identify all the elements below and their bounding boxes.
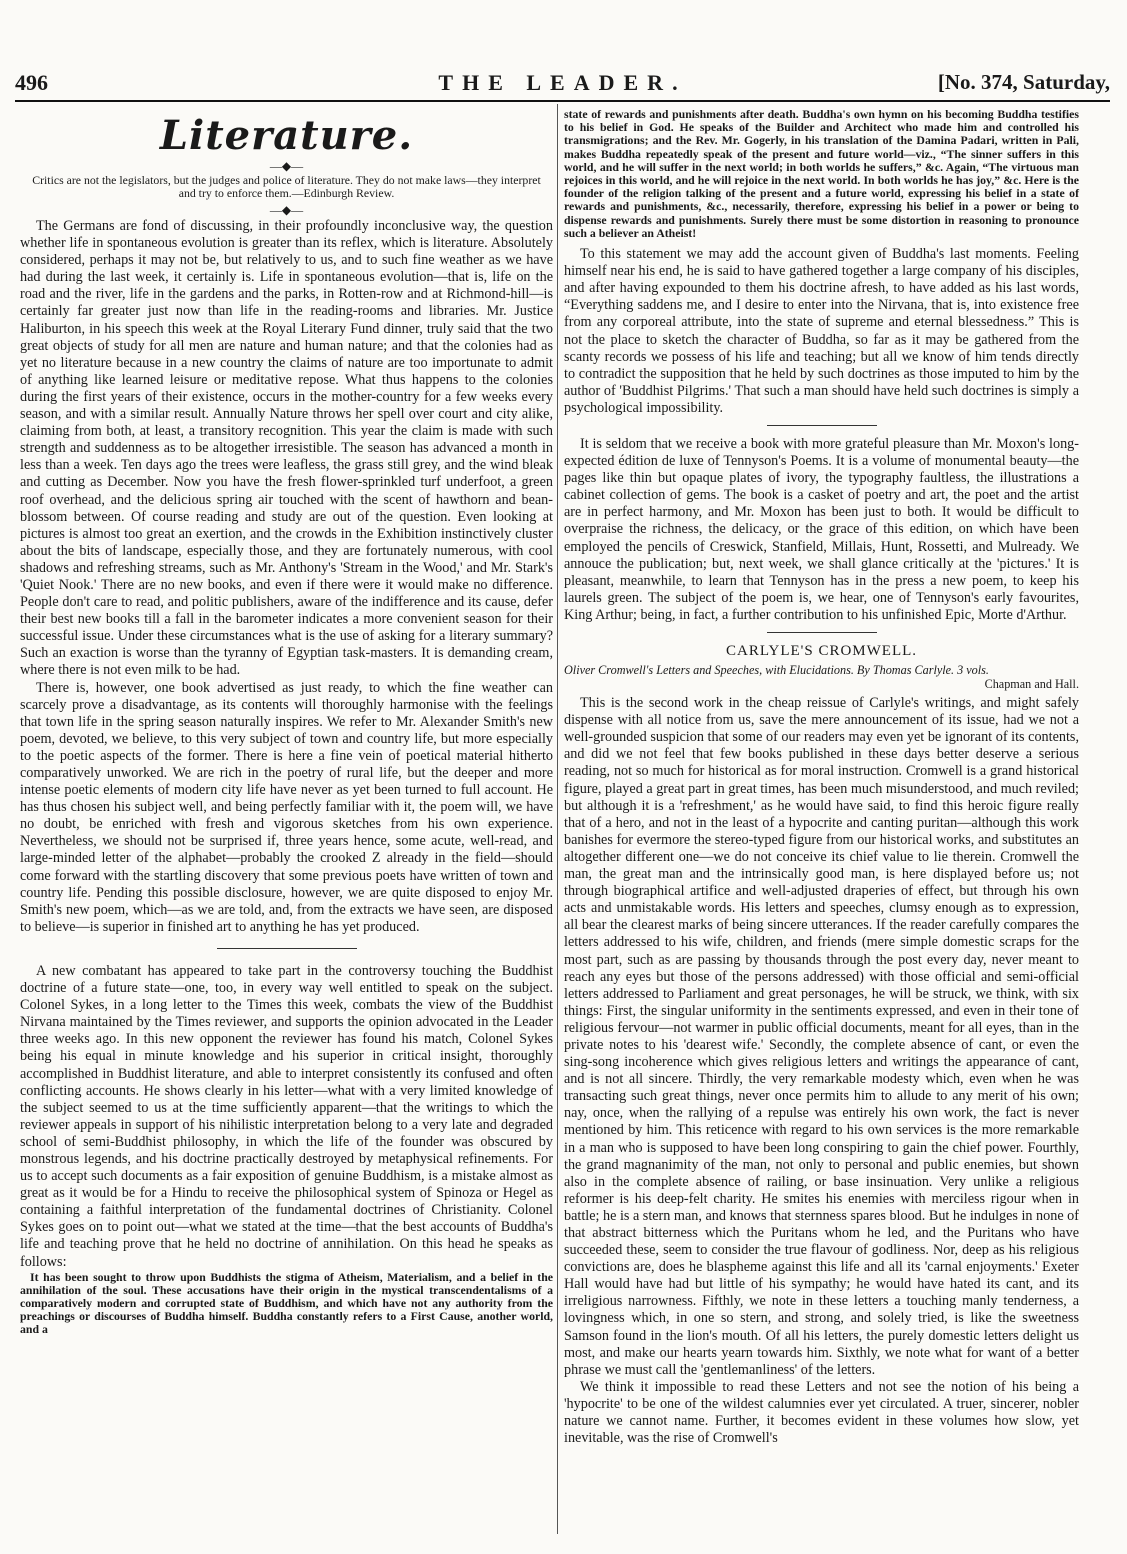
book-byline bbox=[564, 664, 1079, 691]
page-header bbox=[15, 70, 1110, 98]
paragraph: This is the second work in the cheap reissue of Carlyle's writings, and might safely dispense with all notice from us, save the mere announcement of its issue, had we not a well-grounded suspicion that some of our readers may even yet be ignorant of its contents, and did we not feel that few books published in these days better deserve a serious reading, not so much for historical as for moral instruction. Cromwell is a grand historical figure, played a great part in great times, has been much misunderstood, and much reviled; but although it is a 'refreshment,' as he would have said, to find this heroic figure really that of a hero, and not in the least of a hypocrite and canting puritan—although this work banishes for evermore the stereo-typed figure from our historical works, and substitutes an altogether different one—we do not conceive its chief value to lie therein. Cromwell the man, the great man and the intrinsically good man, is here displayed before us; not through biographical artifice and well-adjusted draperies of effect, but through his own acts and unmistakable words. His letters and speeches, clumsy enough as to expression, all bear the clearest marks of being sincere utterances. If the reader carefully compares the letters addressed to his wife, children, and friends (mere simple domestic scraps for the most part, such as are passing by thousands through the post every day, never meant to reach any eyes but those of the persons addressed) with those official and semi-official letters addressed to Parliament and great personages, he will be struck, we think, with six things: First, the singular uniformity in the sentiments expressed, and even in their tone of religious fervour—not warmer in public official documents, meant for all eyes, than in the private notes to his 'dearest wife.' Secondly, the complete absence of cant, or even the sing-song incoherence which gives religious letters and writings the appearance of cant, and is not all sincere. Thirdly, the very remarkable modesty which, even when he was transacting such great things, never once permits him to allude to any merit of his own; nay, once, when the rallying of a repulse was entirely his own work, the fact is never mentioned by him. This reticence with regard to his own services is the more remarkable in a man who is supposed to have been long conspiring to gain the chief power. Fourthly, the grand magnanimity of the man, not only to personal and public enemies, but shown also in the complete absence of railing, or base insinuation. Very unlike a religious reformer is his deep-felt charity. He smites his enemies with merciless rigour when in battle; he is a stern man, and knows that sternness spares blood. But he indulges in none of that abstract bitterness which the Puritans whom he led, and the Puritans who have succeeded these, seem to consider the true flavour of godliness. Nor, deep as his religious convictions are, does he blaspheme against this life and all its 'carnal enjoyments.' Exeter Hall would have had but little of his sympathy; he would have hated its cant, and its irreligious narrowness. Fifthly, we note in these letters a touching manly tenderness, a lovingness which, in one so stern, and strong, and solely tried, is like the sweetness Samson found in the lion's mouth. Of all his letters, the purely domestic letters delight us most, and make our hearts yearn towards him. Sixthly, we note what for want of a better phrase we must call the 'gentlemanliness' of the letters. bbox=[564, 695, 1079, 1378]
paragraph: It is seldom that we receive a book with more grateful pleasure than Mr. Moxon's long-expected édition de luxe of Tennyson's Poems. It is a volume of monumental beauty—the pages like thin but opaque plates of ivory, the typography faultless, the illustrations a cabinet collection of gems. The book is a casket of poetry and art, the poet and the artist are in perfect harmony, and Mr. Moxon has been just to both. It would be difficult to overpraise the richness, the delicacy, or the grace of this edition, on which have been employed the pencils of Creswick, Stanfield, Millais, Hunt, Rossetti, and Mulready. We annouce the publication; but, next week, we shall glance critically at the 'pictures.' It is pleasant, meanwhile, to learn that Tennyson has in the press a new poem, to keep his laurels green. The subject of the poem is, we hear, one of Tennyson's early favourites, King Arthur; being, in fact, a further contribution to his unfinished Epic, Morte d'Arthur. bbox=[564, 435, 1079, 623]
paragraph: The Germans are fond of discussing, in their profoundly inconclusive way, the question whether life in spontaneous evolution is greater than its reflex, which is literature. Absolutely considered, perhaps it may not be, but relatively to us, and to such fine weather as we have had during the last week, it certainly is. Life in spontaneous evolution—that is, life on the road and the river, life in the gardens and the parks, in Rotten-row and at Richmond-hill—is certainly far greater just now than life in the reading-rooms and libraries. Mr. Justice Haliburton, in his speech this week at the Royal Literary Fund dinner, truly said that the two great objects of study for all men are nature and human nature; and that the colonies had as yet no literature because in a new country the claims of nature are too importunate to admit of anything like learned leisure or meditative repose. What thus happens to the colonies during the first years of their existence, occurs in the mother-country for a few weeks every season, and with a similar result. Annually Nature throws her spell over court and city alike, claiming from both, at least, a transitory recognition. This year the claim is made with such strength and suddenness as to be altogether irresistible. The season has advanced a month in less than a week. Ten days ago the trees were leafless, the grass still grey, and the wind bleak and cutting as December. Now you have the fresh flower-sprinkled turf underfoot, a green roof overhead, and the delicious spring air touched with the scent of hawthorn and bean-blossom between. Of course reading and study are out of the question. Even looking at pictures is almost too great an exertion, and the crowds in the Exhibition instinctively cluster about the bits of landscape, especially those, and they are fortunately numerous, with cool shadows and refreshing streams, such as Mr. Anthony's 'Stream in the Wood,' and Mr. Stark's 'Quiet Nook.' There are no new books, and even if there were it would make no difference. People don't care to read, and politic publishers, aware of the indifference and its cause, defer their best new books till a fall in the barometer indicates a more convenient season for their successful issue. Under these circumstances what is the use of asking for a literary summary? Such an exaction is worse than the tyranny of Egyptian task-masters. It is demanding cream, where there is not even milk to be had. bbox=[20, 218, 553, 679]
paragraph: We think it impossible to read these Letters and not see the notion of his being a 'hypocrite' to be one of the wildest calumnies ever yet circulated. A truer, sincerer, nobler nature we cannot name. Further, it becomes evident in these volumes how slow, yet inevitable, was the rise of Cromwell's bbox=[564, 1378, 1079, 1447]
separator-rule bbox=[217, 948, 357, 949]
paragraph: To this statement we may add the account given of Buddha's last moments. Feeling himself near his end, he is said to have gathered together a large company of his disciples, and after having expounded to them his doctrine afresh, to have added as his last words, “Everything saddens me, and I desire to enter into the Nirvana, that is, into existence free from any corporeal attribute, into the state of supreme and eternal blessedness.” This is not the place to sketch the character of Buddha, so far as it may be gathered from the scanty records we possess of his life and teaching; but all we know of him tends directly to contradict the supposition that he held by such doctrines as those imputed to him by the author of 'Buddhist Pilgrims.' That such a man should have held such doctrines is simply a psychological impossibility. bbox=[564, 246, 1079, 416]
publisher: Chapman and Hall. bbox=[984, 676, 1079, 691]
quoted-extract-continued bbox=[564, 108, 1079, 240]
byline-text: Oliver Cromwell's Letters and Speeches, with Elucidations. By Thomas Carlyle. 3 vols. bbox=[564, 663, 989, 678]
left-column bbox=[20, 108, 553, 1337]
ornament-2: —◆— bbox=[269, 203, 304, 217]
section-title: Literature. bbox=[159, 112, 414, 159]
paragraph: A new combatant has appeared to take part in the controversy touching the Buddhist doctrine of a future state—one, too, in every way well entitled to speak on the subject. Colonel Sykes, in a long letter to the Times this week, combats the view of the Buddhist Nirvana maintained by the Times reviewer, and supports the opinion advocated in the Leader three weeks ago. In this new opponent the reviewer has found his match, Colonel Sykes being his equal in minute knowledge and his superior in critical insight, thoroughly accomplished in Buddhist literature, and able to interpret consistently its confused and often conflicting accounts. He shows clearly in his letter—what with a very limited knowledge of the subject seemed to us at the time sufficiently apparent—that the writings to which the reviewer appeals in support of his nihilistic interpretation belong to a very late and degraded school of semi-Buddhist philosophy, in which the life of the founder was obscured by monstrous legends, and his doctrine practically destroyed by metaphysical refinements. For us to accept such documents as a fair exposition of genuine Buddhism, is a mistake almost as great as it would be for a Hindu to receive the philosophical system of Spinoza or Hegel as containing a faithful interpretation of the fundamental doctrines of Christianity. Colonel Sykes goes on to point out—what we stated at the time—that the best accounts of Buddha's life and teaching prove that he held no doctrine of annihilation. On this head he speaks as follows: bbox=[20, 962, 553, 1270]
article-title: CARLYLE'S CROMWELL. bbox=[725, 643, 918, 659]
newspaper-title: THE LEADER. bbox=[438, 70, 687, 95]
right-column bbox=[564, 108, 1079, 1447]
quoted-extract bbox=[20, 1271, 553, 1337]
quote-text: It has been sought to throw upon Buddhists the stigma of Atheism, Materialism, and a belief in the annihilation of the soul. These accusations have their origin in the mystical transcendentalisms of a comparatively modern and corrupted state of Buddhism, and which have not any authority from the preachings or discourses of Buddha himself. Buddha constantly refers to a First Cause, another world, and a bbox=[20, 1269, 553, 1337]
header-rule bbox=[15, 100, 1110, 102]
quote-text: state of rewards and punishments after death. Buddha's own hymn on his becoming Buddha testifies to his belief in God. He speaks of the Builder and Architect who made him and controlled his transmigrations; and the Rev. Mr. Gogerly, in his translation of the Damina Padari, written in Pali, makes Buddha repeatedly speak of the present and future world—viz., “The sinner suffers in this world, and he will suffer in the next world; in both worlds he suffers,” &c. Again, “The virtuous man rejoices in this world, and he will rejoice in the next world. In both worlds he has joy,” &c. Here is the founder of the religion talking of the present and a future world, expressing his belief in a state of rewards and punishments, &c., necessarily, therefore, expressing his belief in a power or being to dispense rewards and punishments. Surely there must be some distortion in reasoning to pronounce such a believer an Atheist! bbox=[564, 107, 1079, 240]
epigraph: Critics are not the legislators, but the judges and police of literature. They do not make laws—they interpret and try to enforce them.—Edinburgh Review. bbox=[32, 173, 541, 200]
column-divider bbox=[557, 104, 558, 1534]
separator-rule bbox=[767, 425, 877, 426]
issue-info: [No. 374, Saturday, bbox=[937, 70, 1110, 94]
separator-rule bbox=[767, 632, 877, 633]
ornament: —◆— bbox=[269, 159, 304, 173]
page-number: 496 bbox=[15, 70, 48, 95]
paragraph: There is, however, one book advertised as just ready, to which the fine weather can scarcely prove a disadvantage, as its contents will thoroughly harmonise with the feelings that town life in the spring season naturally inspires. We refer to Mr. Alexander Smith's new poem, devoted, we believe, to this very subject of town and country life, but more especially to the poetic aspects of the former. There is here a fine vein of poetical material hitherto comparatively unworked. We are rich in the poetry of rural life, but the deeper and more intense poetic elements of modern city life have never as yet been turned to full account. He has thus chosen his subject well, and being perfectly familiar with it, the poem will, we have no doubt, be enriched with fresh and vigorous sketches from his own experience. Nevertheless, we should not be surprised if, three years hence, some acute, well-read, and large-minded letter of the alphabet—probably the crooked Z already in the field—should come forward with the startling discovery that some previous poets have written of town and country life. Pending this possible disclosure, however, we are quite disposed to enjoy Mr. Smith's new poem, which—as we are told, and, from the extracts we have seen, are disposed to believe—is superior in finished art to anything he has yet produced. bbox=[20, 679, 553, 935]
